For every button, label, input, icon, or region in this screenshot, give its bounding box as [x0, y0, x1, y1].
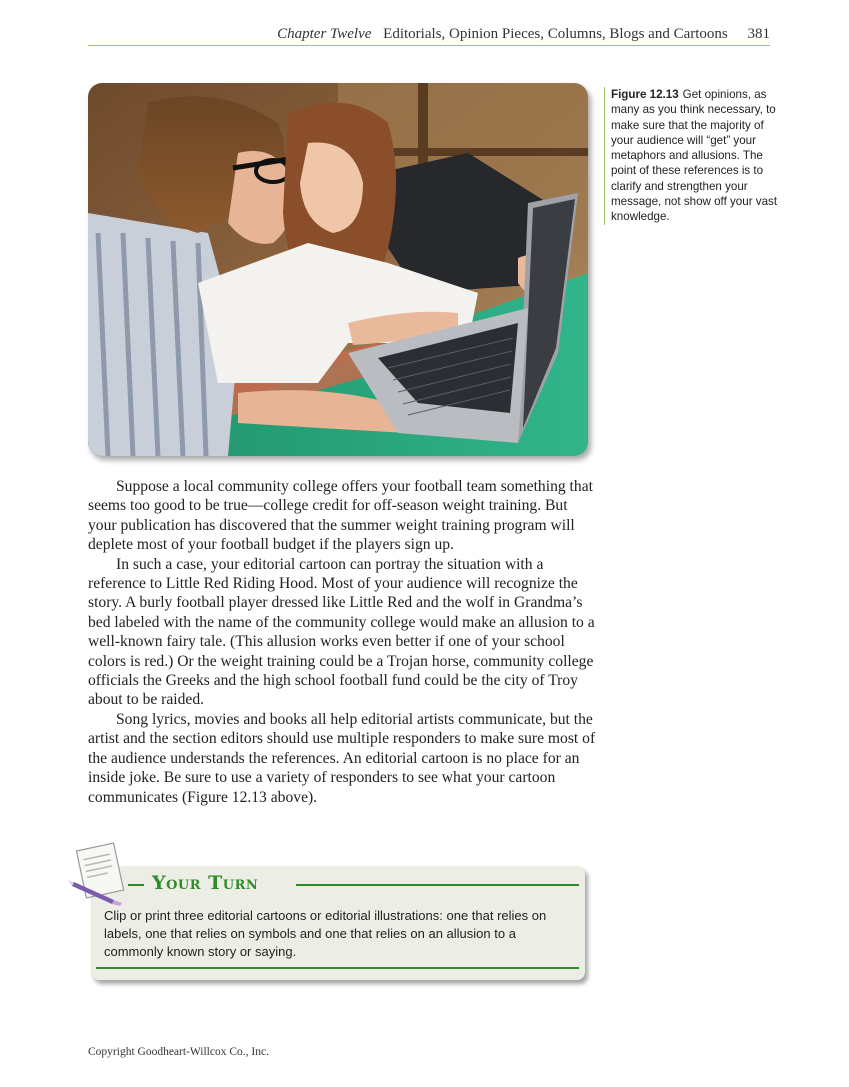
- header-rule: [88, 45, 770, 46]
- notepad-pen-icon: [68, 840, 138, 910]
- chapter-label: Chapter Twelve: [277, 26, 372, 42]
- paragraph: In such a case, your editorial cartoon can portray the situation with a reference to Little Red Riding Hood. Most of your audience will recognize the story. A burly football player dressed like Little Red and the wolf in Grandma’s bed labeled with the name of the community college would make an allusion to a well-known fairy tale. (This allusion works even better if one of your school colors is red.) Or the weight training could be a Trojan horse, community college officials the Greeks and the high school football fund could be the city of Troy about to be raided.: [88, 555, 595, 709]
- figure-caption: [604, 87, 781, 225]
- copyright-footer: Copyright Goodheart-Willcox Co., Inc.: [88, 1046, 269, 1058]
- your-turn-rule-bottom: [96, 967, 579, 969]
- paragraph: Suppose a local community college offers your football team something that seems too good to be true—college credit for off-season weight training. But your publication has discovered that the summer weight training program will deplete most of your football budget if the players sign up.: [88, 478, 593, 554]
- page-number: 381: [747, 26, 770, 42]
- body-text: [88, 477, 598, 807]
- figure-caption-text: Get opinions, as many as you think necessary, to make sure that the majority of your audience will “get” your metaphors and allusions. The point of these references is to clarify and strengthen your message, not show off your vast knowledge.: [611, 88, 778, 224]
- your-turn-title: Your Turn: [152, 872, 259, 894]
- figure-photo: [88, 83, 588, 456]
- running-head: [88, 26, 770, 46]
- chapter-title: Editorials, Opinion Pieces, Columns, Blogs and Cartoons: [383, 26, 728, 42]
- paragraph: Song lyrics, movies and books all help editorial artists communicate, but the artist and the section editors should use multiple responders to make sure most of the audience understands the references. An editorial cartoon is no place for an inside joke. Be sure to use a variety of responders to see what your cartoon communicates (Figure 12.13 above).: [88, 710, 596, 806]
- figure-label: Figure 12.13: [611, 88, 679, 101]
- your-turn-rule-top: [296, 884, 579, 886]
- your-turn-text: Clip or print three editorial cartoons or editorial illustrations: one that relies on labels, one that relies on symbols and one that relies on an allusion to a commonly known story or saying.: [104, 908, 547, 959]
